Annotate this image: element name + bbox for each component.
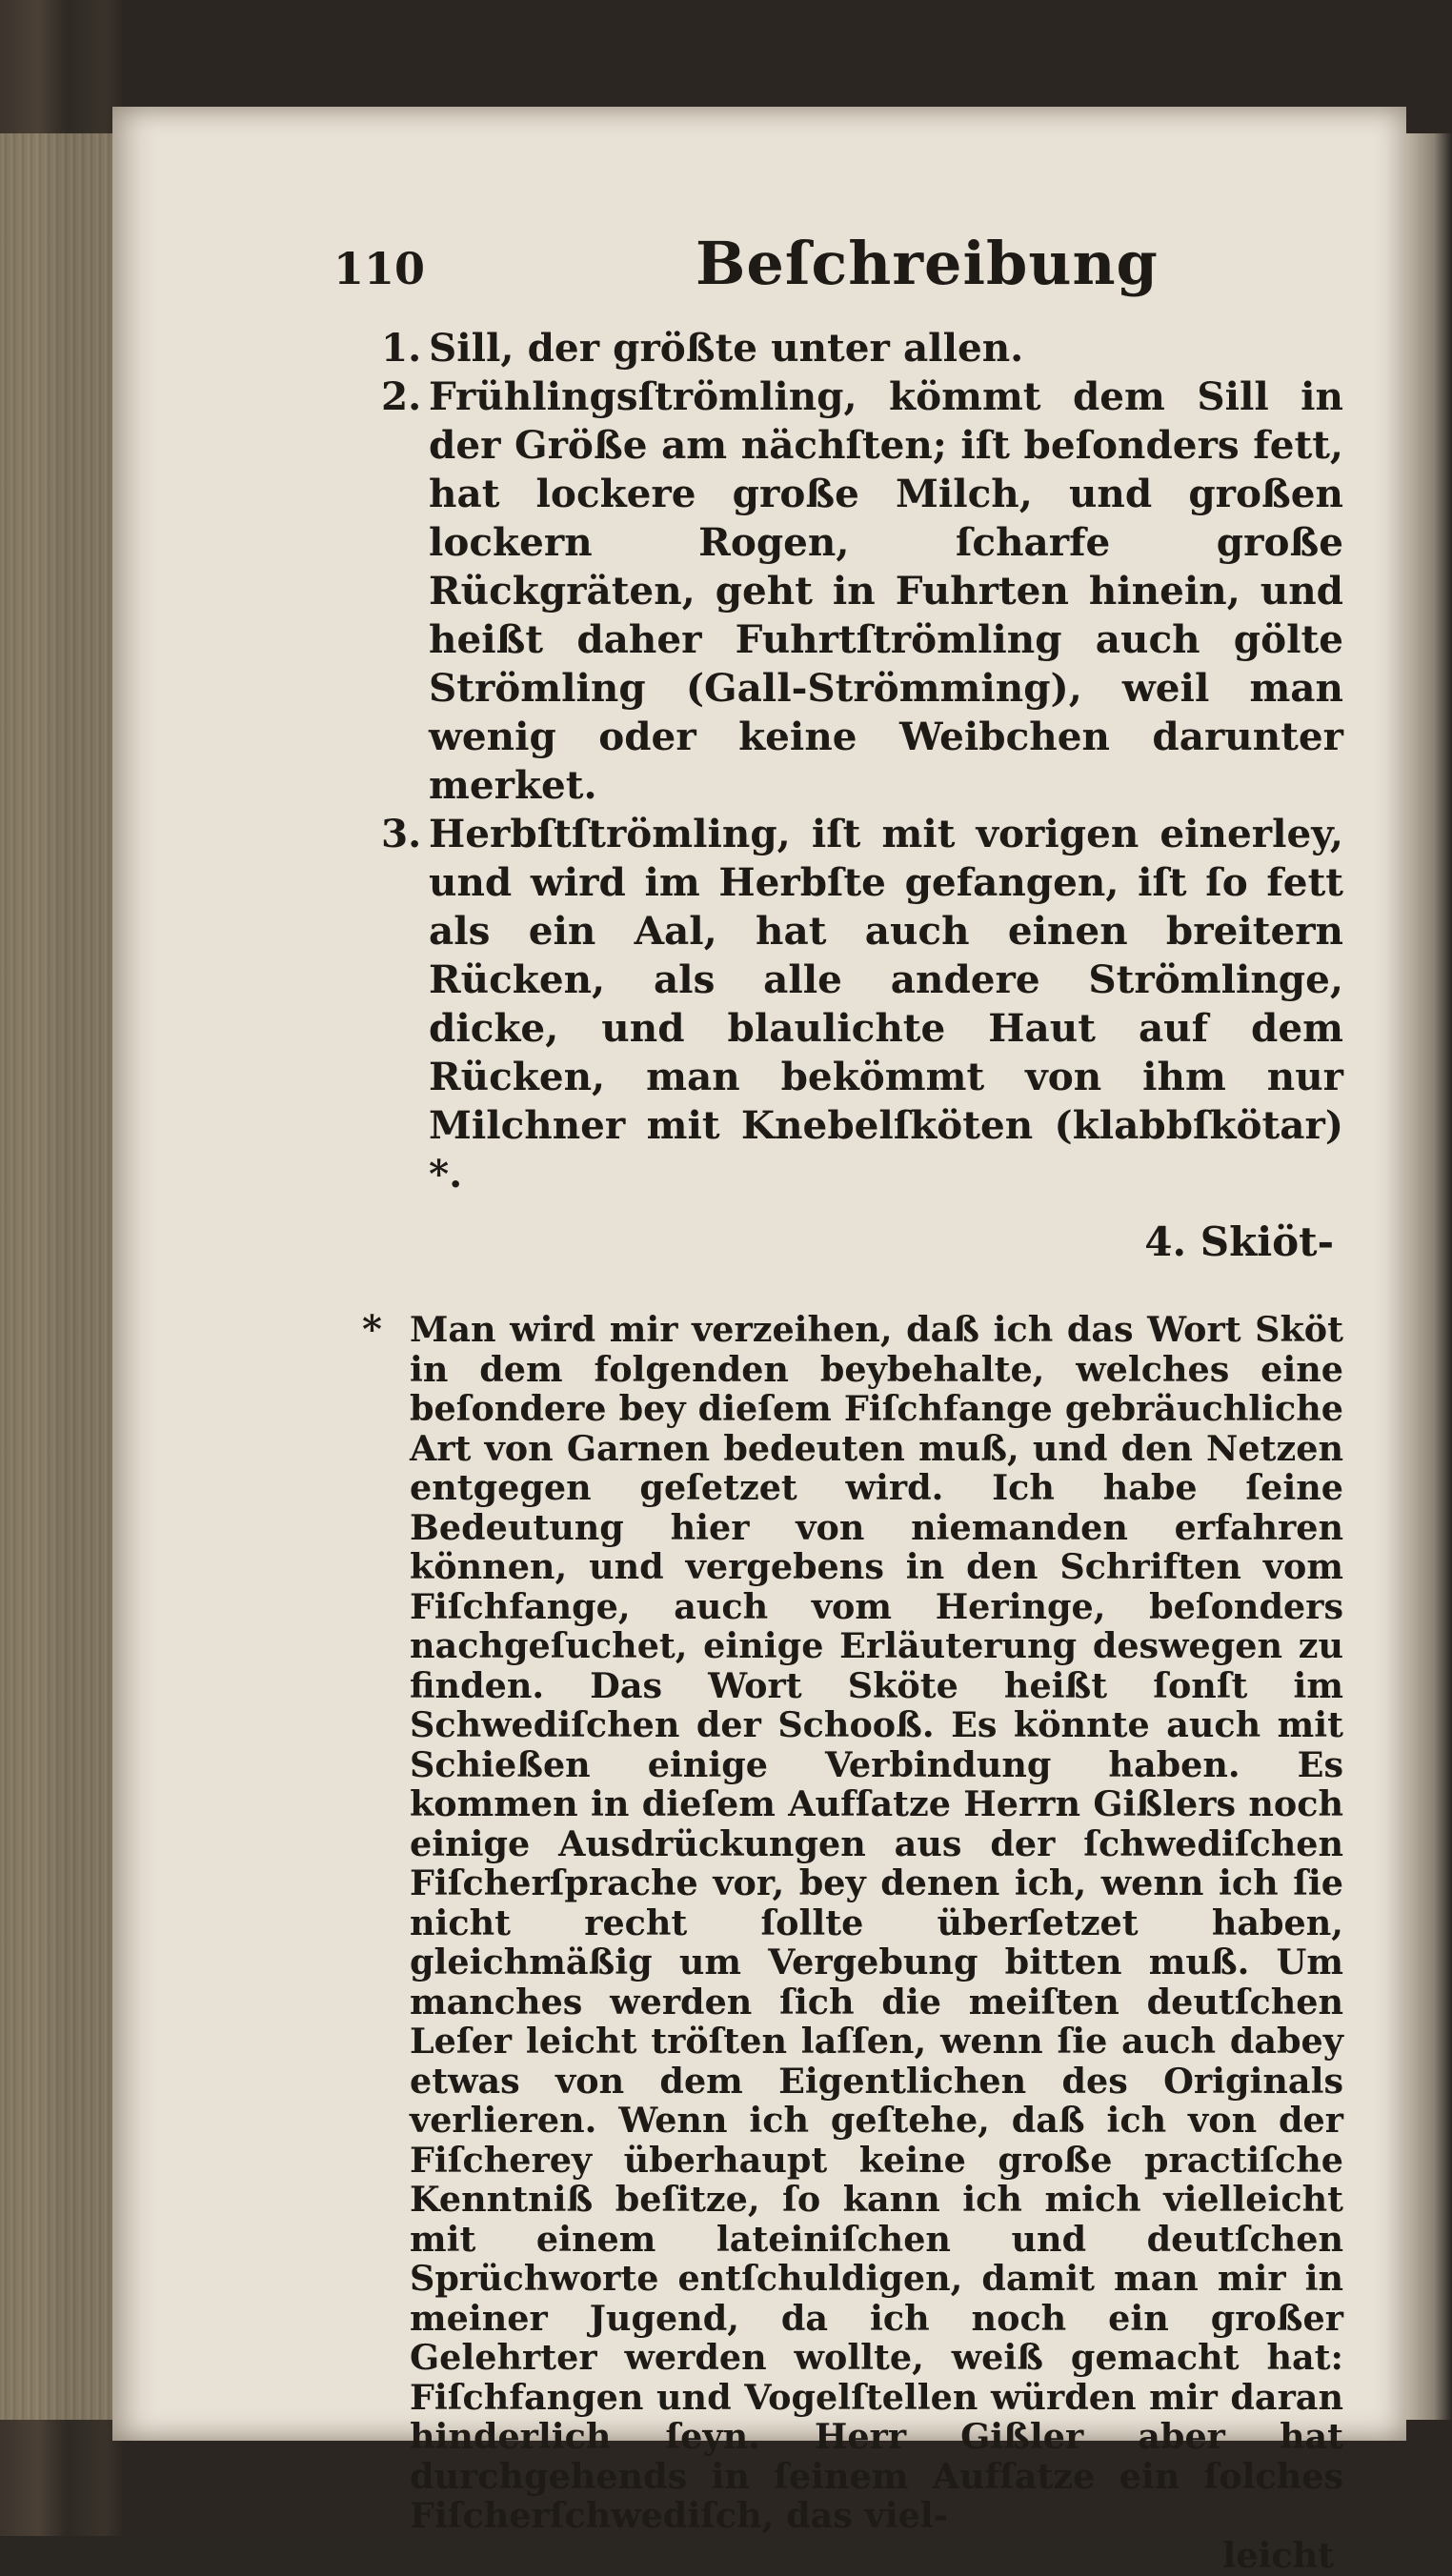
book-fore-edge	[0, 133, 114, 2420]
running-title: Beſchreibung	[696, 229, 1159, 298]
list-item	[219, 372, 1343, 810]
item-number: 1.	[381, 325, 422, 371]
next-heading-catch: 4. Skiöt-	[1144, 1218, 1334, 1265]
item-number: 3.	[381, 811, 422, 856]
footnote	[219, 1307, 1343, 2536]
footnote-mark: *	[362, 1307, 382, 1352]
page-header	[219, 219, 1343, 324]
page-number: 110	[333, 243, 426, 294]
list-item	[219, 810, 1343, 1198]
page-content	[219, 219, 1343, 2575]
catchword: leicht	[1222, 2534, 1334, 2576]
list-item	[219, 324, 1343, 372]
facing-page-edge	[1406, 133, 1452, 2420]
item-text: Herbſtſtrömling, iſt mit vorigen einerley, und wird im Herbſte gefangen, iſt ſo fett als ein Aal, hat auch einen breitern Rücken, als alle andere Strömlinge, dicke, und blaulichte Haut auf dem Rücken, man bekömmt von ihm nur Milchner mit Knebelſköten (klabbſkötar) *.	[429, 811, 1343, 1197]
item-number: 2.	[381, 373, 422, 419]
footnote-text: Man wird mir verzeihen, daß ich das Wort Sköt in dem folgenden beybehalte, welches eine beſondere bey dieſem Fiſchfange gebräuchliche Art von Garnen bedeuten muß, und den Netzen entgegen geſetzet wird. Ich habe ſeine Bedeutung hier von niemanden erfahren können, und vergebens in den Schriften vom Fiſchfange, auch vom Heringe, beſonders nachgeſuchet, einige Erläuterung deswegen zu finden. Das Wort Sköte heißt ſonſt im Schwediſchen der Schooß. Es könnte auch mit Schießen einige Verbindung haben. Es kommen in dieſem Aufſatze Herrn Gißlers noch einige Ausdrückungen aus der ſchwediſchen Fiſcherſprache vor, bey denen ich, wenn ich ſie nicht recht ſollte überſetzet haben, gleichmäßig um Vergebung bitten muß. Um manches werden ſich die meiſten deutſchen Leſer leicht tröſten laſſen, wenn ſie auch dabey etwas von dem Eigentlichen des Originals verlieren. Wenn ich geſtehe, daß ich von der Fiſcherey überhaupt keine große practiſche Kenntniß beſitze, ſo kann ich mich vielleicht mit einem lateiniſchen und deutſchen Sprüchworte entſchuldigen, damit man mir in meiner Jugend, da ich noch ein großer Gelehrter werden wollte, weiß gemacht hat: Fiſchfangen und Vogelſtellen würden mir daran hinderlich ſeyn. Herr Gißler aber hat durchgehends in ſeinem Aufſatze ein ſolches Fiſcherſchwediſch, das viel-	[410, 1309, 1343, 2536]
item-text: Sill, der größte unter allen.	[429, 325, 1024, 371]
main-text	[219, 324, 1343, 1266]
item-text: Frühlingsſtrömling, kömmt dem Sill in der Größe am nächſten; iſt beſonders fett, hat lockere große Milch, und großen lockern Rogen, ſcharfe große Rückgräten, geht in Fuhrten hinein, und heißt daher Fuhrtſtrömling auch gölte Strömling (Gall-Strömming), weil man wenig oder keine Weibchen darunter merket.	[429, 373, 1343, 808]
